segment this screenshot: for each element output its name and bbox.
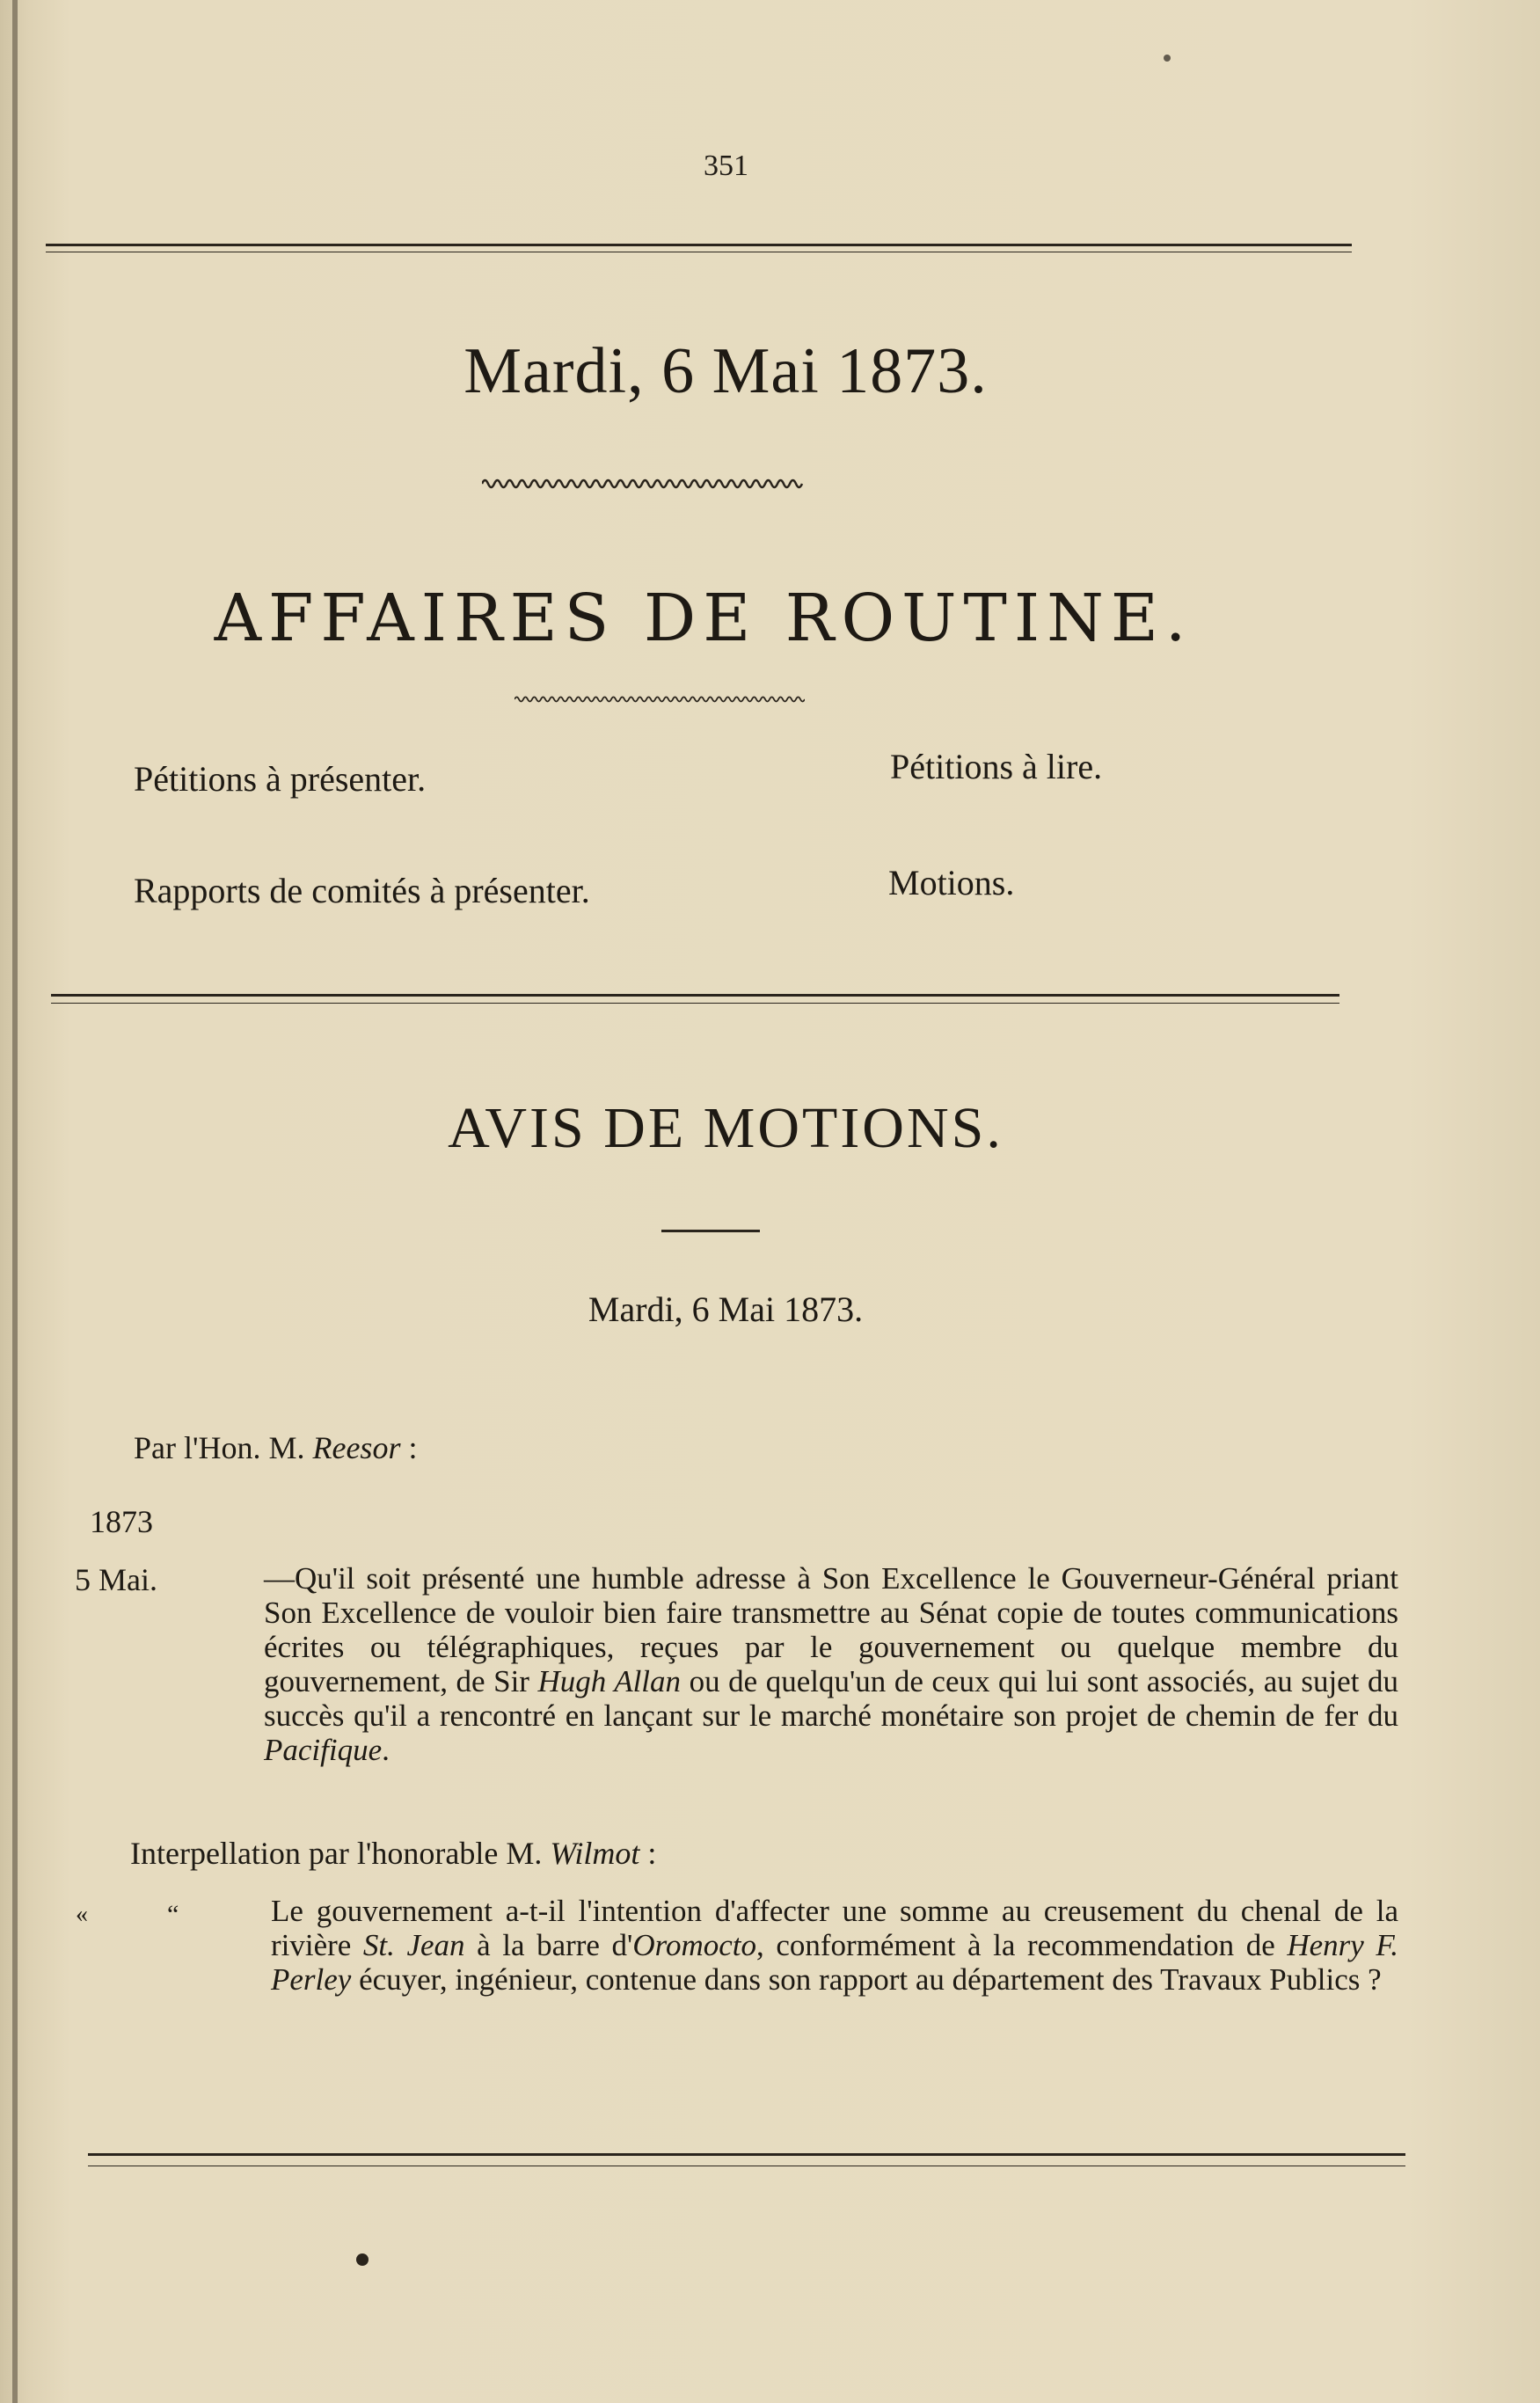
short-rule [661,1230,760,1232]
bottom-rule [88,2153,1405,2156]
quote-mark-left: « [76,1901,88,1928]
question-place: St. Jean [362,1928,465,1962]
question-person: Henry F. Perley [271,1928,1399,1997]
question-part: Le gouvernement a-t-il l'intention d'affecter une somme au creusement du chenal de la rivière [271,1894,1398,1962]
question-text [271,1894,1398,1997]
top-rule [46,244,1352,246]
motion-part: ou de quelqu'un de ceux qui lui sont associés, au sujet du succès qu'il a rencontré en lançant sur le marché monétaire son projet de chemin de fer du [264,1664,1398,1733]
routine-title: AFFAIRES DE ROUTINE. [214,581,1193,656]
question-place: Oromocto [632,1928,756,1962]
motion-part: —Qu'il soit présenté une humble adresse à Son Excellence le Gouverneur-Général priant Son Excellence de vouloir bien faire transmettre au Sénat copie de toutes communications écrites ou télégraphiques, reçues par le gouvernement ou quelque membre du gouvernement, de Sir [264,1561,1398,1698]
mid-rule [51,994,1339,997]
routine-item: Pétitions à présenter. [134,759,427,799]
motion-text [264,1561,1398,1767]
wavy-divider-small [515,693,805,705]
entry-date: 5 Mai. [75,1562,157,1597]
motion-part: . [382,1733,390,1767]
interpellation-name: Wilmot [550,1836,640,1871]
wavy-divider [482,475,807,493]
mover-name: Reesor [312,1430,401,1465]
question-part: écuyer, ingénieur, contenue dans son rapport au département des Travaux Publics ? [351,1962,1382,1997]
year-label: 1873 [90,1504,153,1539]
binding-edge [12,0,18,2403]
page-number: 351 [704,150,748,182]
routine-item: Rapports de comités à présenter. [134,871,590,910]
notices-title: AVIS DE MOTIONS. [448,1096,1004,1160]
mover-prefix: Par l'Hon. M. [134,1430,305,1465]
mover-line [134,1431,417,1464]
interpellation-prefix: Interpellation par l'honorable M. [130,1836,543,1871]
interpellation-line [130,1837,656,1870]
mid-rule-thin [51,1003,1339,1004]
mover-suffix: : [400,1430,418,1465]
question-part: , conformément à la recommendation de [756,1928,1288,1962]
routine-item: Pétitions à lire. [890,747,1103,786]
ink-speck [1164,55,1171,62]
routine-item: Motions. [888,863,1015,902]
header-date: Mardi, 6 Mai 1873. [463,335,988,407]
question-part: à la barre d' [464,1928,633,1962]
motion-railway: Pacifique [264,1733,383,1767]
motion-person: Hugh Allan [537,1664,682,1698]
interpellation-suffix: : [639,1836,657,1871]
notices-date: Mardi, 6 Mai 1873. [588,1289,864,1329]
quote-mark-open: “ [167,1900,179,1929]
ink-speck [356,2253,369,2266]
